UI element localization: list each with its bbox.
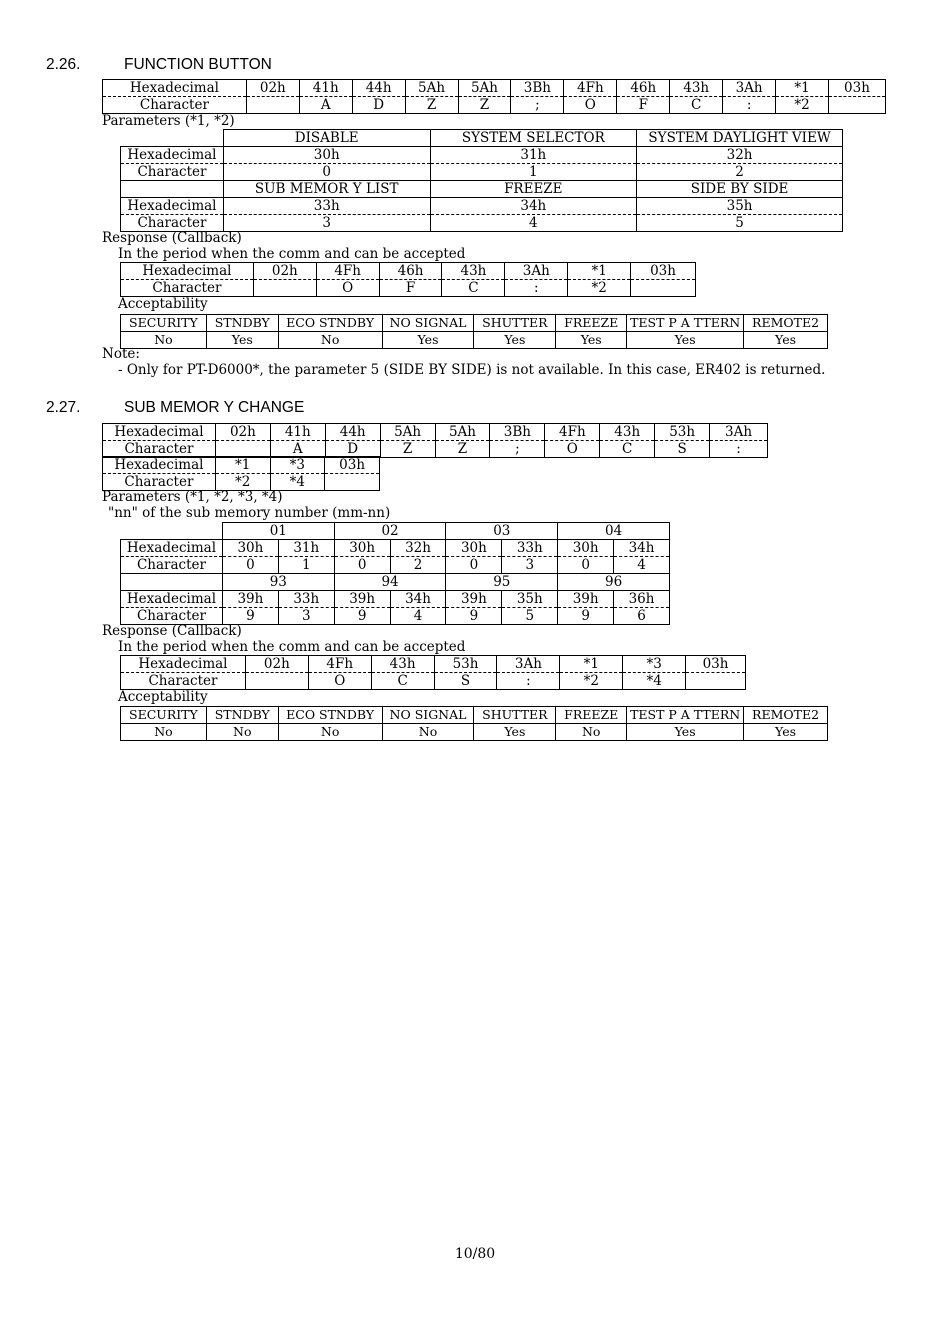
- char-row: [121, 673, 746, 690]
- parameters-table-2-26: [120, 129, 843, 232]
- param-header-row: [121, 130, 843, 147]
- cell: :: [497, 673, 560, 690]
- cell: Hexadecimal: [121, 540, 223, 557]
- cell: 33h: [502, 540, 558, 557]
- char-row: [121, 164, 843, 181]
- cell: Hexadecimal: [121, 263, 254, 280]
- cell: 32h: [390, 540, 446, 557]
- char-row: [103, 441, 768, 458]
- cell: 34h: [614, 540, 670, 557]
- cell: *2: [560, 673, 623, 690]
- cell: 30h: [223, 147, 430, 164]
- cell: Z: [435, 441, 490, 458]
- cell: *2: [568, 280, 631, 297]
- hex-row: [121, 656, 746, 673]
- cell: 3Ah: [497, 656, 560, 673]
- cell: A: [270, 441, 325, 458]
- cell: 46h: [379, 263, 442, 280]
- cell: 46h: [617, 80, 670, 97]
- acceptability-table-2-27: [120, 706, 828, 741]
- cell: 3Ah: [723, 80, 776, 97]
- cell: 3: [223, 215, 430, 232]
- cell: 44h: [325, 424, 380, 441]
- cell: STNDBY: [206, 707, 278, 724]
- cell: [253, 280, 316, 297]
- section-number: 2.27.: [46, 399, 81, 416]
- cell: 43h: [670, 80, 723, 97]
- cell: Yes: [627, 724, 744, 741]
- cell: 9: [222, 608, 278, 625]
- cell: *4: [623, 673, 686, 690]
- cell: 02h: [253, 263, 316, 280]
- cell: Character: [121, 673, 246, 690]
- cell: Hexadecimal: [103, 424, 216, 441]
- cell: *1: [776, 80, 829, 97]
- cell: 31h: [278, 540, 334, 557]
- cell: 03: [446, 523, 558, 540]
- cell: [686, 673, 746, 690]
- cell: :: [505, 280, 568, 297]
- cell: C: [371, 673, 434, 690]
- cell: 95: [446, 574, 558, 591]
- cell: 0: [558, 557, 614, 574]
- cell: 4: [390, 608, 446, 625]
- cell: 53h: [434, 656, 497, 673]
- cell: 30h: [446, 540, 502, 557]
- cell: No: [206, 724, 278, 741]
- hex-row: [121, 198, 843, 215]
- cell: *2: [776, 97, 829, 114]
- cell: Character: [121, 280, 254, 297]
- cell: 34h: [390, 591, 446, 608]
- cell: Yes: [206, 332, 278, 349]
- cell: Character: [103, 97, 247, 114]
- cell: F: [379, 280, 442, 297]
- cell: 30h: [222, 540, 278, 557]
- cell: 43h: [371, 656, 434, 673]
- command-table-2-27-continued: [102, 456, 380, 491]
- cell: 36h: [614, 591, 670, 608]
- cell: 4Fh: [564, 80, 617, 97]
- parameters-label: Parameters (*1, *2): [102, 113, 235, 129]
- cell: ;: [511, 97, 564, 114]
- parameters-table-2-27: [120, 522, 670, 625]
- response-label: Response (Callback): [102, 623, 242, 639]
- cell: *1: [568, 263, 631, 280]
- char-row: [103, 474, 380, 491]
- cell: 41h: [270, 424, 325, 441]
- cell: TEST P A TTERN: [627, 707, 744, 724]
- cell: Hexadecimal: [121, 198, 224, 215]
- cell: Z: [380, 441, 435, 458]
- cell: Character: [103, 441, 216, 458]
- cell: S: [434, 673, 497, 690]
- cell: Yes: [744, 332, 828, 349]
- response-table-2-27: [120, 655, 746, 690]
- cell: 5Ah: [435, 424, 490, 441]
- hex-row: [121, 147, 843, 164]
- cell: 2: [637, 164, 843, 181]
- cell: 39h: [334, 591, 390, 608]
- command-table-2-26: [102, 79, 886, 114]
- acceptability-value-row: [121, 332, 828, 349]
- cell: 4Fh: [316, 263, 379, 280]
- cell: 34h: [430, 198, 637, 215]
- cell: S: [655, 441, 710, 458]
- cell: 31h: [430, 147, 637, 164]
- cell: FREEZE: [430, 181, 637, 198]
- cell: 39h: [222, 591, 278, 608]
- cell: 2: [390, 557, 446, 574]
- cell: 93: [222, 574, 334, 591]
- char-row: [121, 557, 670, 574]
- hex-row: [121, 540, 670, 557]
- cell: 02h: [245, 656, 308, 673]
- cell: No: [121, 724, 207, 741]
- cell: Hexadecimal: [103, 457, 216, 474]
- response-label: Response (Callback): [102, 230, 242, 246]
- cell: 3: [502, 557, 558, 574]
- cell: SHUTTER: [474, 707, 556, 724]
- cell: 9: [334, 608, 390, 625]
- cell: 5: [502, 608, 558, 625]
- cell: Character: [103, 474, 216, 491]
- char-row: [121, 215, 843, 232]
- cell: 5Ah: [405, 80, 458, 97]
- cell: O: [316, 280, 379, 297]
- cell: Yes: [627, 332, 744, 349]
- cell: 53h: [655, 424, 710, 441]
- cell: FREEZE: [556, 707, 627, 724]
- cell: TEST P A TTERN: [627, 315, 744, 332]
- cell: 3Ah: [710, 424, 768, 441]
- hex-row: [121, 591, 670, 608]
- cell: Yes: [474, 724, 556, 741]
- char-row: [121, 280, 696, 297]
- cell: Z: [458, 97, 511, 114]
- cell: No: [121, 332, 207, 349]
- acceptability-value-row: [121, 724, 828, 741]
- cell: 4: [430, 215, 637, 232]
- cell: 35h: [502, 591, 558, 608]
- cell: No: [382, 724, 474, 741]
- response-sub-label: In the period when the comm and can be accepted: [118, 639, 466, 655]
- acceptability-table-2-26: [120, 314, 828, 349]
- cell: 33h: [278, 591, 334, 608]
- cell: 44h: [352, 80, 405, 97]
- cell: Z: [405, 97, 458, 114]
- command-table-2-27: [102, 423, 768, 458]
- cell: DISABLE: [223, 130, 430, 147]
- char-row: [103, 97, 886, 114]
- hex-row: [121, 263, 696, 280]
- acceptability-label: Acceptability: [118, 296, 208, 312]
- cell: 01: [222, 523, 334, 540]
- cell: SECURITY: [121, 315, 207, 332]
- cell: 3Bh: [490, 424, 545, 441]
- cell: 4Fh: [308, 656, 371, 673]
- cell: 30h: [558, 540, 614, 557]
- cell: 5Ah: [458, 80, 511, 97]
- cell: 39h: [446, 591, 502, 608]
- cell: NO SIGNAL: [382, 707, 474, 724]
- cell: SIDE BY SIDE: [637, 181, 843, 198]
- cell: 03h: [686, 656, 746, 673]
- cell: Hexadecimal: [121, 656, 246, 673]
- cell: *1: [215, 457, 270, 474]
- section-number: 2.26.: [46, 56, 81, 73]
- hex-row: [103, 424, 768, 441]
- cell: Yes: [474, 332, 556, 349]
- char-row: [121, 608, 670, 625]
- cell: *3: [270, 457, 325, 474]
- cell: Yes: [556, 332, 627, 349]
- cell: 6: [614, 608, 670, 625]
- hex-row: [103, 80, 886, 97]
- cell: 32h: [637, 147, 843, 164]
- cell: 0: [334, 557, 390, 574]
- cell: [325, 474, 380, 491]
- parameters-sub-label: "nn" of the sub memory number (mm-nn): [108, 505, 391, 521]
- cell: SYSTEM SELECTOR: [430, 130, 637, 147]
- cell: [828, 97, 885, 114]
- cell: [246, 97, 299, 114]
- cell: 33h: [223, 198, 430, 215]
- cell: 96: [558, 574, 670, 591]
- cell: STNDBY: [206, 315, 278, 332]
- cell: 0: [222, 557, 278, 574]
- cell: SECURITY: [121, 707, 207, 724]
- cell: 9: [558, 608, 614, 625]
- cell: *3: [623, 656, 686, 673]
- cell: *1: [560, 656, 623, 673]
- cell: Character: [121, 608, 223, 625]
- cell: [215, 441, 270, 458]
- cell: :: [723, 97, 776, 114]
- cell: O: [308, 673, 371, 690]
- cell: 02h: [215, 424, 270, 441]
- cell: [631, 280, 696, 297]
- cell: *2: [215, 474, 270, 491]
- cell: Hexadecimal: [103, 80, 247, 97]
- hex-row: [103, 457, 380, 474]
- cell: O: [564, 97, 617, 114]
- cell: 4: [614, 557, 670, 574]
- cell: Yes: [382, 332, 474, 349]
- cell: 03h: [828, 80, 885, 97]
- cell: *4: [270, 474, 325, 491]
- cell: A: [299, 97, 352, 114]
- page-number: 10/80: [454, 1246, 496, 1262]
- cell: 02: [334, 523, 446, 540]
- cell: ECO STNDBY: [278, 315, 382, 332]
- cell: 39h: [558, 591, 614, 608]
- cell: SUB MEMOR Y LIST: [223, 181, 430, 198]
- cell: C: [442, 280, 505, 297]
- cell: :: [710, 441, 768, 458]
- cell: Character: [121, 557, 223, 574]
- cell: D: [352, 97, 405, 114]
- cell: 0: [446, 557, 502, 574]
- param-header-row: [121, 523, 670, 540]
- note-text: - Only for PT-D6000*, the parameter 5 (SIDE BY SIDE) is not available. In this case, ER402 is returned.: [118, 362, 826, 378]
- cell: 3: [278, 608, 334, 625]
- cell: NO SIGNAL: [382, 315, 474, 332]
- cell: 1: [278, 557, 334, 574]
- cell: 5: [637, 215, 843, 232]
- cell: ;: [490, 441, 545, 458]
- response-table-2-26: [120, 262, 696, 297]
- cell: No: [556, 724, 627, 741]
- parameters-label: Parameters (*1, *2, *3, *4): [102, 489, 283, 505]
- cell: F: [617, 97, 670, 114]
- cell: 1: [430, 164, 637, 181]
- cell: Character: [121, 164, 224, 181]
- cell: 35h: [637, 198, 843, 215]
- cell: 0: [223, 164, 430, 181]
- cell: 3Ah: [505, 263, 568, 280]
- note-label: Note:: [102, 346, 140, 362]
- cell: REMOTE2: [744, 707, 828, 724]
- cell: C: [670, 97, 723, 114]
- cell: [245, 673, 308, 690]
- cell: ECO STNDBY: [278, 707, 382, 724]
- cell: 30h: [334, 540, 390, 557]
- cell: 94: [334, 574, 446, 591]
- cell: 3Bh: [511, 80, 564, 97]
- param-header-row: [121, 181, 843, 198]
- cell: 02h: [246, 80, 299, 97]
- cell: REMOTE2: [744, 315, 828, 332]
- section-title: FUNCTION BUTTON: [124, 56, 272, 73]
- cell: 04: [558, 523, 670, 540]
- cell: 43h: [442, 263, 505, 280]
- acceptability-header-row: [121, 315, 828, 332]
- cell: 03h: [325, 457, 380, 474]
- cell: 5Ah: [380, 424, 435, 441]
- section-title: SUB MEMOR Y CHANGE: [124, 399, 305, 416]
- cell: No: [278, 724, 382, 741]
- cell: Hexadecimal: [121, 591, 223, 608]
- param-header-row: [121, 574, 670, 591]
- response-sub-label: In the period when the comm and can be accepted: [118, 246, 466, 262]
- cell: Yes: [744, 724, 828, 741]
- cell: 03h: [631, 263, 696, 280]
- cell: 4Fh: [545, 424, 600, 441]
- cell: SHUTTER: [474, 315, 556, 332]
- cell: C: [600, 441, 655, 458]
- cell: Character: [121, 215, 224, 232]
- cell: D: [325, 441, 380, 458]
- cell: No: [278, 332, 382, 349]
- cell: O: [545, 441, 600, 458]
- cell: 41h: [299, 80, 352, 97]
- cell: 43h: [600, 424, 655, 441]
- cell: Hexadecimal: [121, 147, 224, 164]
- acceptability-label: Acceptability: [118, 689, 208, 705]
- cell: SYSTEM DAYLIGHT VIEW: [637, 130, 843, 147]
- cell: FREEZE: [556, 315, 627, 332]
- acceptability-header-row: [121, 707, 828, 724]
- cell: 9: [446, 608, 502, 625]
